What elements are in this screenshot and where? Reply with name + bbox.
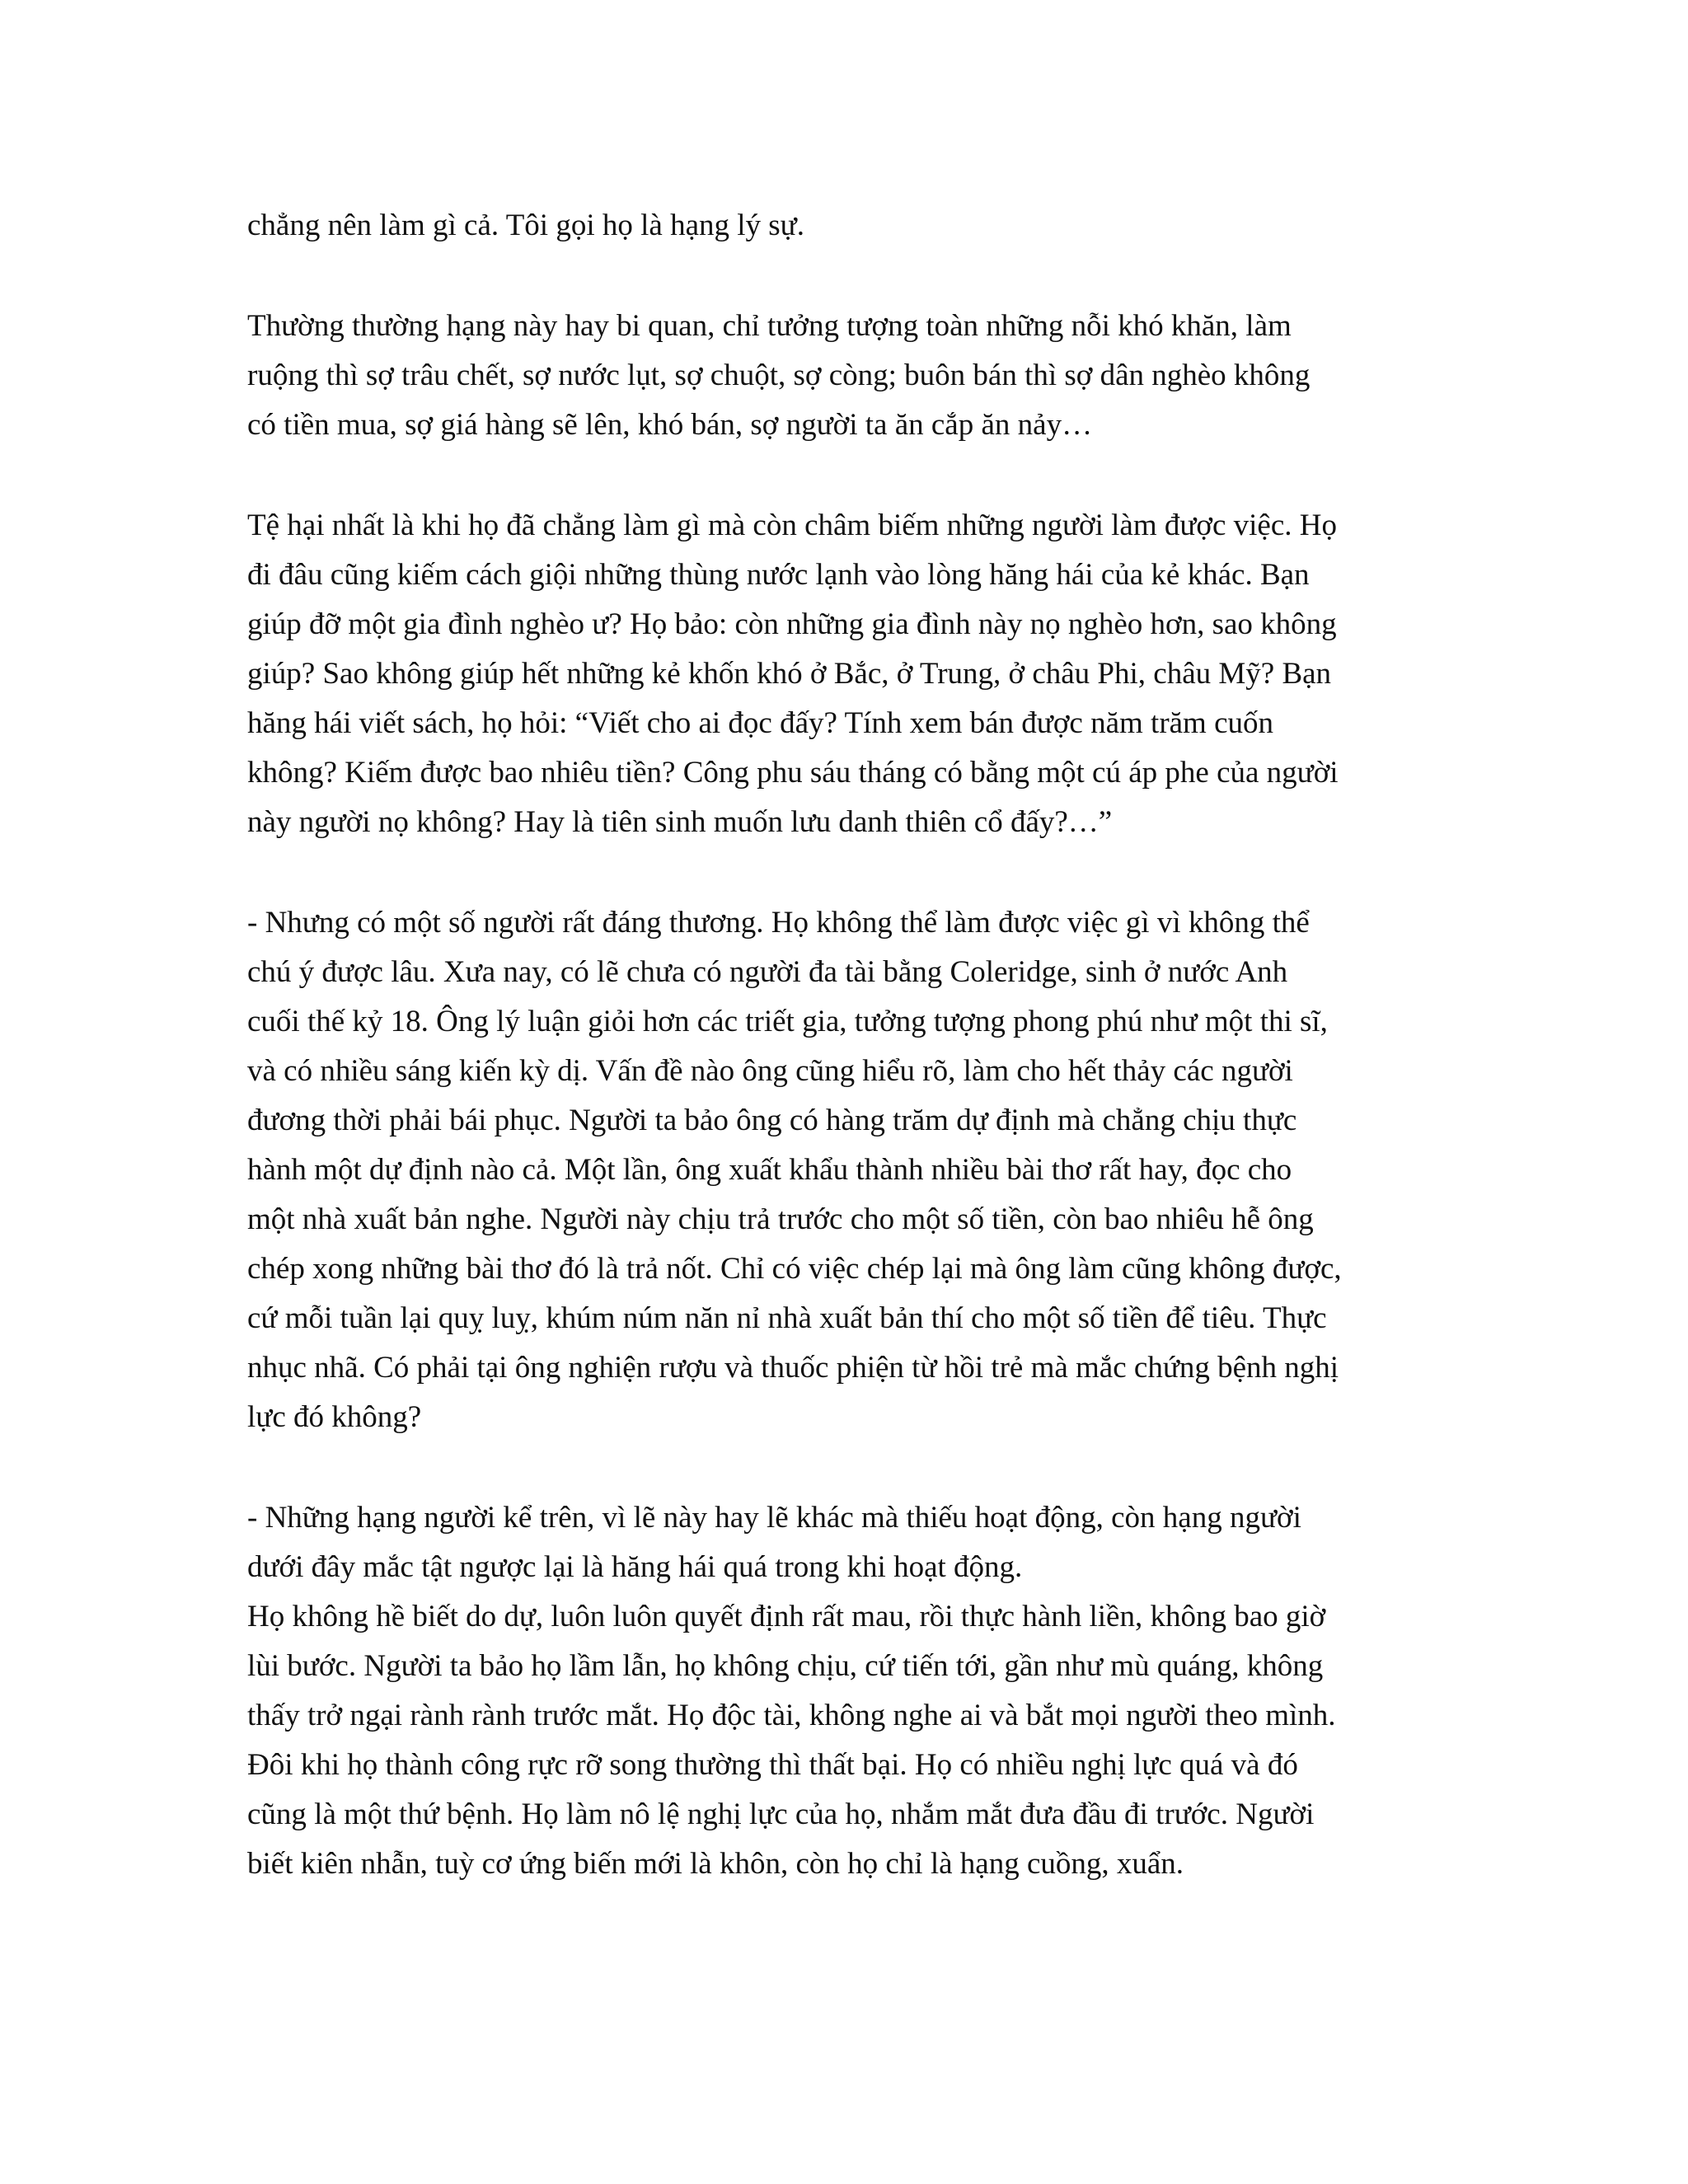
text-line: Thường thường hạng này hay bi quan, chỉ tưởng tượng toàn những nỗi khó khăn, làm [247,309,1292,343]
text-line: Tệ hại nhất là khi họ đã chẳng làm gì mà còn châm biếm những người làm được việc. Họ [247,509,1337,542]
paragraph-2 [247,302,1438,450]
text-line: Đôi khi họ thành công rực rỡ song thường thì thất bại. Họ có nhiều nghị lực quá và đó [247,1748,1298,1782]
text-line: cuối thế kỷ 18. Ông lý luận giỏi hơn các triết gia, tưởng tượng phong phú như một thi sĩ, [247,1005,1328,1038]
text-line: chẳng nên làm gì cả. Tôi gọi họ là hạng lý sự. [247,209,804,242]
text-line: thấy trở ngại rành rành trước mắt. Họ độc tài, không nghe ai và bắt mọi người theo mình. [247,1699,1336,1732]
text-line: chép xong những bài thơ đó là trả nốt. Chỉ có việc chép lại mà ông làm cũng không được, [247,1252,1342,1286]
text-line: chú ý được lâu. Xưa nay, có lẽ chưa có người đa tài bằng Coleridge, sinh ở nước Anh [247,955,1288,989]
text-line: - Nhưng có một số người rất đáng thương. Họ không thể làm được việc gì vì không thể [247,906,1310,940]
text-line: không? Kiếm được bao nhiêu tiền? Công phu sáu tháng có bằng một cú áp phe của người [247,756,1339,790]
text-line: nhục nhã. Có phải tại ông nghiện rượu và thuốc phiện từ hồi trẻ mà mắc chứng bệnh nghị [247,1351,1339,1385]
text-line: lùi bước. Người ta bảo họ lầm lẫn, họ không chịu, cứ tiến tới, gần như mù quáng, không [247,1649,1324,1683]
text-line: hăng hái viết sách, họ hỏi: “Viết cho ai đọc đấy? Tính xem bán được năm trăm cuốn [247,706,1274,740]
text-line: và có nhiều sáng kiến kỳ dị. Vấn đề nào ông cũng hiểu rõ, làm cho hết thảy các người [247,1054,1293,1088]
body-text [247,201,1438,1889]
text-line: có tiền mua, sợ giá hàng sẽ lên, khó bán, sợ người ta ăn cắp ăn nảy… [247,408,1093,442]
text-line: giúp đỡ một gia đình nghèo ư? Họ bảo: còn những gia đình này nọ nghèo hơn, sao không [247,607,1337,641]
text-line: cứ mỗi tuần lại quỵ luỵ, khúm núm năn nỉ nhà xuất bản thí cho một số tiền để tiêu. Thực [247,1301,1327,1335]
text-line: Họ không hề biết do dự, luôn luôn quyết định rất mau, rồi thực hành liền, không bao giờ [247,1600,1326,1633]
text-line: biết kiên nhẫn, tuỳ cơ ứng biến mới là khôn, còn họ chỉ là hạng cuồng, xuẩn. [247,1847,1184,1881]
text-line: một nhà xuất bản nghe. Người này chịu trả trước cho một số tiền, còn bao nhiêu hễ ông [247,1202,1314,1236]
text-line: đương thời phải bái phục. Người ta bảo ông có hàng trăm dự định mà chẳng chịu thực [247,1104,1297,1137]
paragraph-3 [247,501,1438,847]
text-line: dưới đây mắc tật ngược lại là hăng hái quá trong khi hoạt động. [247,1550,1023,1584]
text-line: này người nọ không? Hay là tiên sinh muốn lưu danh thiên cổ đấy?…” [247,805,1113,839]
text-line: hành một dự định nào cả. Một lần, ông xuất khẩu thành nhiều bài thơ rất hay, đọc cho [247,1153,1292,1187]
text-line: - Những hạng người kể trên, vì lẽ này hay lẽ khác mà thiếu hoạt động, còn hạng người [247,1501,1301,1535]
text-line: giúp? Sao không giúp hết những kẻ khốn khó ở Bắc, ở Trung, ở châu Phi, châu Mỹ? Bạn [247,657,1332,691]
paragraph-5 [247,1493,1438,1889]
text-line: đi đâu cũng kiếm cách giội những thùng nước lạnh vào lòng hăng hái của kẻ khác. Bạn [247,558,1310,592]
text-line: lực đó không? [247,1400,422,1434]
paragraph-4 [247,898,1438,1442]
paragraph-1 [247,201,1438,251]
text-line: cũng là một thứ bệnh. Họ làm nô lệ nghị lực của họ, nhắm mắt đưa đầu đi trước. Người [247,1797,1315,1831]
text-line: ruộng thì sợ trâu chết, sợ nước lụt, sợ chuột, sợ còng; buôn bán thì sợ dân nghèo không [247,359,1311,392]
